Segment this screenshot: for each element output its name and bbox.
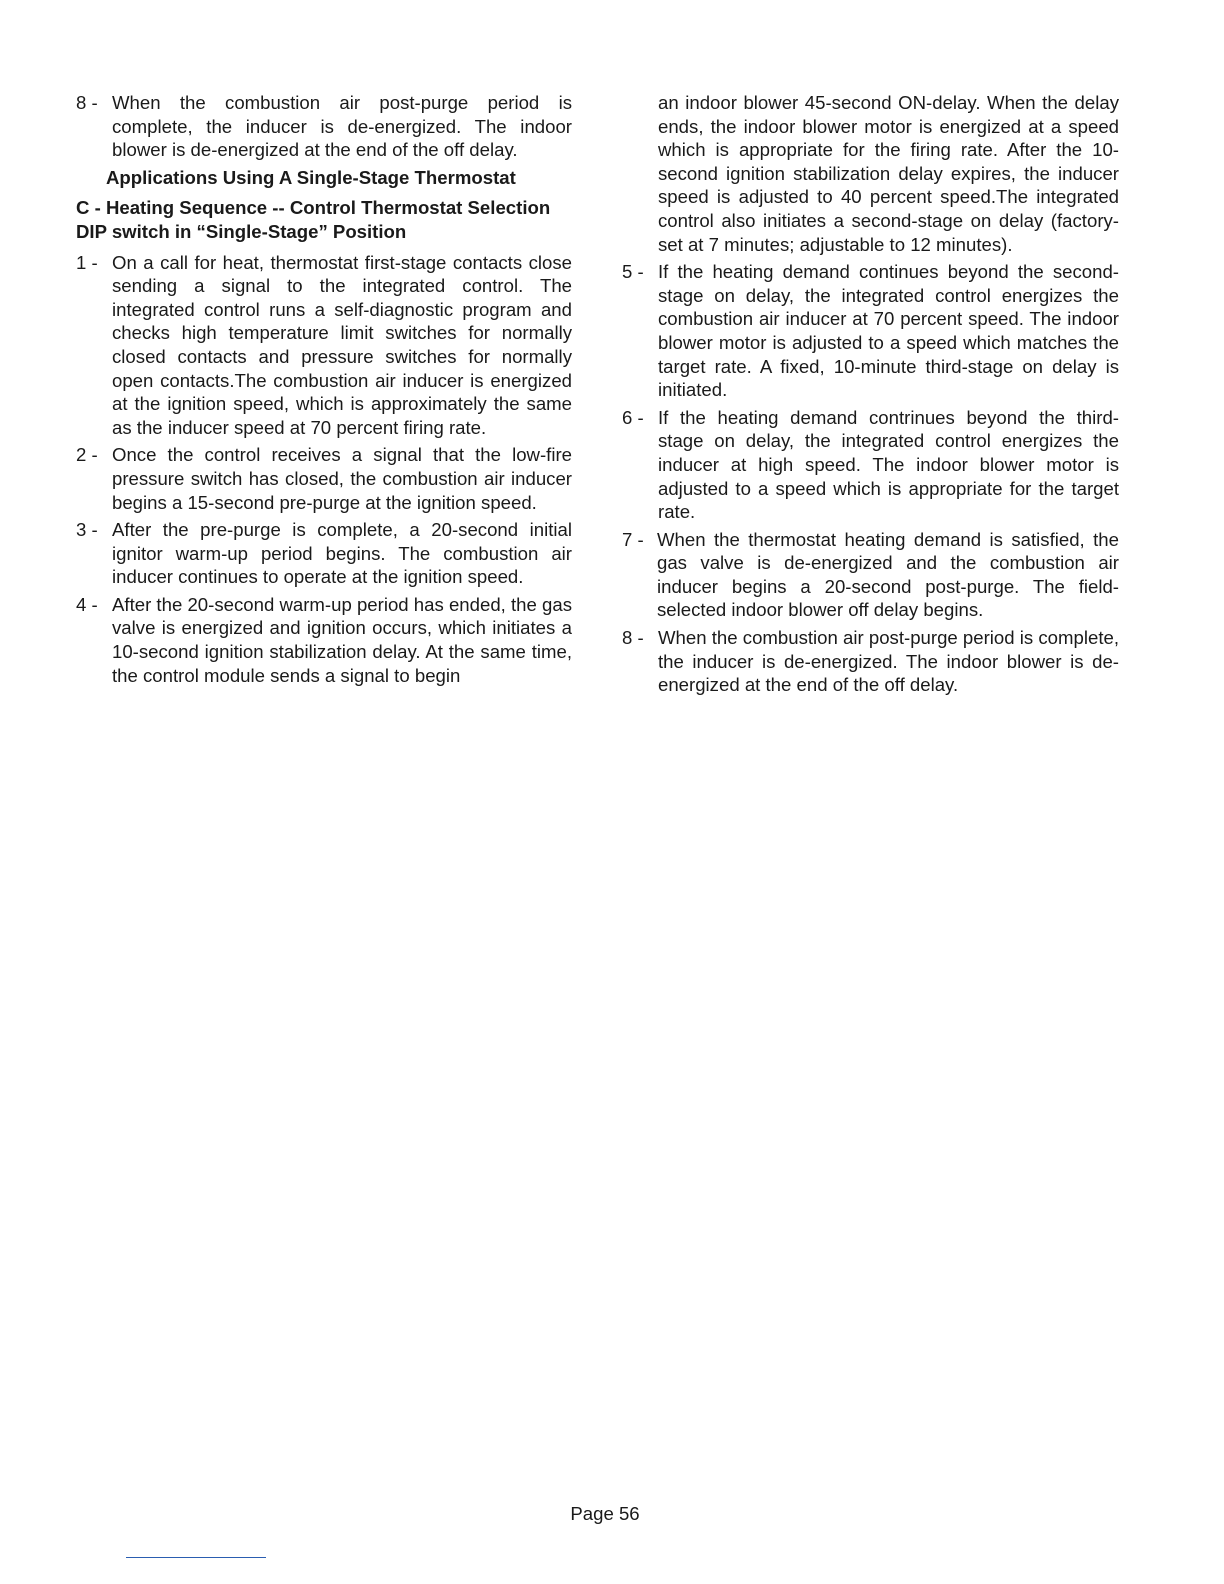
list-item-right-8 (622, 626, 1119, 697)
list-item-left-3 (76, 518, 572, 589)
right-column (622, 91, 1119, 701)
section-title-c: C - Heating Sequence -- Control Thermostat Selection DIP switch in “Single-Stage” Position (76, 197, 551, 242)
list-item-text: After the pre-purge is complete, a 20-second initial ignitor warm-up period begins. The combustion air inducer continues to operate at the ignition speed. (112, 519, 572, 588)
list-item-left-2 (76, 443, 572, 514)
list-item-number: 1 - (76, 251, 98, 273)
page-number: Page 56 (570, 1503, 640, 1524)
list-item-text: If the heating demand continues beyond the second-stage on delay, the integrated control energizes the combustion air inducer at 70 percent speed. The indoor blower motor is adjusted to a speed which matches the target rate. A fixed, 10-minute third-stage on delay is initiated. (658, 261, 1119, 401)
list-item-text: When the combustion air post-purge period is complete, the inducer is de-energized. The indoor blower is de-energized at the end of the off delay. (112, 92, 572, 161)
list-item-text: When the combustion air post-purge period is complete, the inducer is de-energized. The indoor blower is de-energized at the end of the off delay. (658, 627, 1119, 696)
list-item-right-5 (622, 260, 1119, 402)
list-item-number: 6 - (622, 406, 644, 428)
list-item-text: On a call for heat, thermostat first-stage contacts close sending a signal to the integrated control. The integrated control runs a self-diagnostic program and checks high temperature limit switches for normally closed contacts and pressure switches for normally open contacts.The combustion air inducer is energized at the ignition speed, which is approximately the same as the inducer speed at 70 percent firing rate. (112, 251, 572, 438)
applications-subheading: Applications Using A Single-Stage Thermostat (106, 166, 516, 188)
list-item-number: 8 - (622, 627, 644, 649)
left-column (76, 91, 572, 691)
list-item-number: 3 - (76, 519, 98, 541)
list-item-left-1 (76, 251, 572, 440)
list-item-text: Once the control receives a signal that the low-fire pressure switch has closed, the combustion air inducer begins a 15-second pre-purge at the ignition speed. (112, 444, 572, 513)
list-item-continuation: an indoor blower 45-second ON-delay. When the delay ends, the indoor blower motor is energized at a speed which is appropriate for the firing rate. After the 10-second ignition stabilization delay expires, the inducer speed is adjusted to 40 percent speed.The integrated control also initiates a second-stage on delay (factory-set at 7 minutes; adjustable to 12 minutes). (658, 92, 1119, 255)
list-item-right-7 (622, 528, 1119, 622)
list-item-number: 8 - (76, 92, 98, 113)
list-item-number: 7 - (622, 528, 644, 550)
list-item-left-4 (76, 593, 572, 687)
footer-divider (126, 1557, 266, 1558)
list-item-text: When the thermostat heating demand is satisfied, the gas valve is de-energized and the combustion air inducer begins a 20-second post-purge. The field-selected indoor blower off delay begins. (657, 528, 1119, 621)
list-item-number: 5 - (622, 261, 644, 283)
list-item-number: 2 - (76, 444, 98, 466)
list-item-text: After the 20-second warm-up period has ended, the gas valve is energized and ignition occurs, which initiates a 10-second ignition stabilization delay. At the same time, the control module sends a signal to begin (112, 593, 572, 686)
list-item-number: 4 - (76, 593, 98, 615)
list-item-text: If the heating demand contrinues beyond the third-stage on delay, the integrated control energizes the inducer at high speed. The indoor blower motor is adjusted to a speed which is appropriate for the target rate. (658, 406, 1119, 523)
list-item-right-6 (622, 406, 1119, 524)
list-item-left-8 (76, 91, 572, 162)
